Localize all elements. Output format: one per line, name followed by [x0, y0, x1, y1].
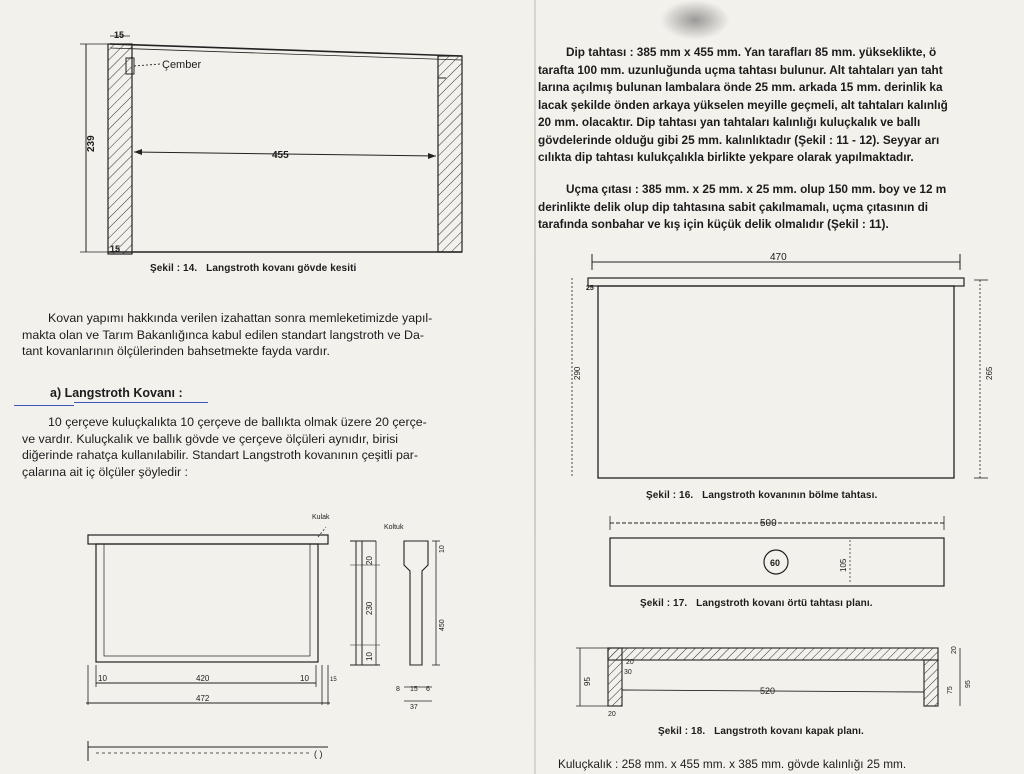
label-total-472: 472	[196, 694, 210, 703]
right-page	[520, 0, 1024, 774]
frame-outline	[96, 544, 318, 662]
ucma-line-3: tarafında sonbahar ve kış için küçük delik olmalıdır (Şekil : 11).	[538, 217, 889, 231]
figure-18-caption	[658, 726, 864, 737]
fig14-right-wall	[438, 56, 462, 252]
dip-line-3: larına açılmış bulunan lambalara önde 25 mm. arkada 15 mm. derinlik ka	[538, 80, 943, 94]
fig18-label-right-95: 95	[965, 680, 972, 688]
dip-tahtasi-paragraph	[538, 44, 948, 167]
fig17-label-circle: 60	[770, 558, 781, 568]
figure-18-caption-number: Şekil : 18.	[658, 726, 706, 737]
label-koltuk: Koltuk	[384, 524, 404, 531]
fig18-label-width-520: 520	[760, 686, 776, 696]
body-line-4: çalarına ait iç ölçüler şöyledir :	[22, 464, 188, 479]
bottom-strip-label: ( )	[314, 749, 323, 759]
body-line-3: diğerinde rahatça kullanılabilir. Standart Langstroth kovanının çeşitli par-	[22, 448, 419, 463]
figure-17-caption-number: Şekil : 17.	[640, 598, 688, 609]
fig18-left-wall	[608, 648, 622, 706]
dip-line-7: cılıkta dip tahtası kulukçalıkla birlikte yekpare olarak yapılmaktadır.	[538, 150, 914, 164]
intro-line-2: makta olan ve Tarım Bakanlığınca kabul edilen standart langstroth ve Da-	[22, 327, 424, 342]
fig16-label-right-h: 265	[985, 366, 994, 380]
fig16-board	[598, 286, 954, 478]
label-bottom-6: 6	[426, 686, 430, 693]
figure-18-caption-title: Langstroth kovanı kapak planı.	[714, 726, 864, 737]
label-right-15: 15	[330, 677, 337, 683]
figure-16-caption-number: Şekil : 16.	[646, 490, 694, 501]
dip-line-4: lacak şekilde önden arkaya yükselen meyille geçmeli, alt tahtaları kalınlığ	[538, 97, 948, 112]
fig14-label-top: 15	[114, 30, 125, 40]
label-h-20: 20	[365, 556, 374, 565]
koltuk-profile	[404, 541, 428, 665]
figure-17-drawing	[520, 510, 1024, 600]
intro-line-3: tant kovanlarının ölçülerinden bahsetmekte fayda vardır.	[22, 344, 330, 359]
fig17-label-height: 105	[839, 558, 848, 572]
label-h-10: 10	[365, 652, 374, 661]
label-bottom-8: 8	[396, 686, 400, 693]
label-side-450: 450	[439, 619, 446, 631]
section-heading: a) Langstroth Kovanı :	[50, 386, 183, 400]
figure-14-caption-number: Şekil : 14.	[150, 263, 198, 274]
body-line-2: ve vardır. Kuluçkalık ve ballık gövde ve çerçeve ölçüleri aynıdır, birisi	[22, 431, 399, 446]
heading-underline-extension	[14, 405, 74, 406]
label-kulak: Kulak	[312, 514, 330, 521]
ucma-line-2: derinlikte delik olup dip tahtasına sabit çakılmamalı, uçma çıtasının di	[538, 199, 929, 214]
label-right-10: 10	[300, 674, 309, 683]
dip-line-1: Dip tahtası : 385 mm x 455 mm. Yan tarafları 85 mm. yükseklikte, ö	[566, 45, 937, 59]
ucma-citasi-paragraph	[538, 181, 946, 234]
label-side-10: 10	[439, 545, 446, 553]
dip-line-6: gövdelerinde olduğu gibi 25 mm. kalınlıktadır (Şekil : 11 - 12). Seyyar arı	[538, 132, 940, 147]
label-bottom-37: 37	[410, 704, 418, 711]
dip-line-2: tarafta 100 mm. uzunluğunda uçma tahtası bulunur. Alt tahtaları yan taht	[538, 62, 943, 77]
frame-drawing	[0, 505, 540, 765]
fig16-label-top-left: 25	[586, 285, 594, 292]
fig16-label-width: 470	[770, 252, 787, 263]
label-h-230: 230	[365, 601, 374, 615]
fig18-label-right-75: 75	[947, 686, 954, 694]
figure-16-caption	[646, 490, 877, 501]
figure-17-caption-title: Langstroth kovanı örtü tahtası planı.	[696, 598, 873, 609]
fig14-label-height: 239	[86, 135, 97, 152]
label-center-420: 420	[196, 674, 210, 683]
intro-line-1: Kovan yapımı hakkında verilen izahattan sonra memleketimizde yapıl-	[48, 311, 433, 325]
fig18-label-inner-30: 30	[624, 669, 632, 676]
dip-line-5: 20 mm. olacaktır. Dip tahtası yan tahtaları kalınlığı kuluçkalık ve ballı	[538, 115, 921, 129]
fig17-label-width: 500	[760, 518, 777, 529]
fig14-label-cember: Çember	[162, 59, 202, 71]
fig18-label-inner-20: 20	[626, 659, 634, 666]
figure-18-drawing	[520, 628, 1024, 718]
fig16-label-left-h: 290	[573, 366, 582, 380]
figure-14-caption	[150, 263, 356, 274]
body-paragraph	[22, 414, 427, 480]
kulucka-line: Kuluçkalık : 258 mm. x 455 mm. x 385 mm. gövde kalınlığı 25 mm.	[558, 757, 907, 771]
label-bottom-15: 15	[410, 686, 418, 693]
ucma-line-1: Uçma çıtası : 385 mm. x 25 mm. x 25 mm. olup 150 mm. boy ve 12 m	[566, 182, 947, 196]
figure-14-drawing	[0, 0, 540, 270]
figure-16-drawing	[520, 240, 1024, 480]
label-left-10: 10	[98, 674, 107, 683]
fig14-left-wall	[108, 44, 132, 254]
fig18-right-wall	[924, 660, 938, 706]
fig18-label-left-95: 95	[583, 677, 592, 686]
fig18-label-right-20: 20	[951, 646, 958, 654]
heading-underline	[74, 402, 208, 403]
intro-paragraph	[22, 310, 432, 360]
figure-17-caption	[640, 598, 873, 609]
figure-14-caption-title: Langstroth kovanı gövde kesiti	[206, 263, 357, 274]
body-line-1: 10 çerçeve kuluçkalıkta 10 çerçeve de ballıkta olmak üzere 20 çerçe-	[48, 415, 427, 429]
fig14-label-width: 455	[272, 150, 289, 161]
figure-16-caption-title: Langstroth kovanının bölme tahtası.	[702, 490, 878, 501]
fig14-label-bottom: 15	[110, 244, 121, 254]
fig18-label-bottom-20: 20	[608, 711, 616, 718]
